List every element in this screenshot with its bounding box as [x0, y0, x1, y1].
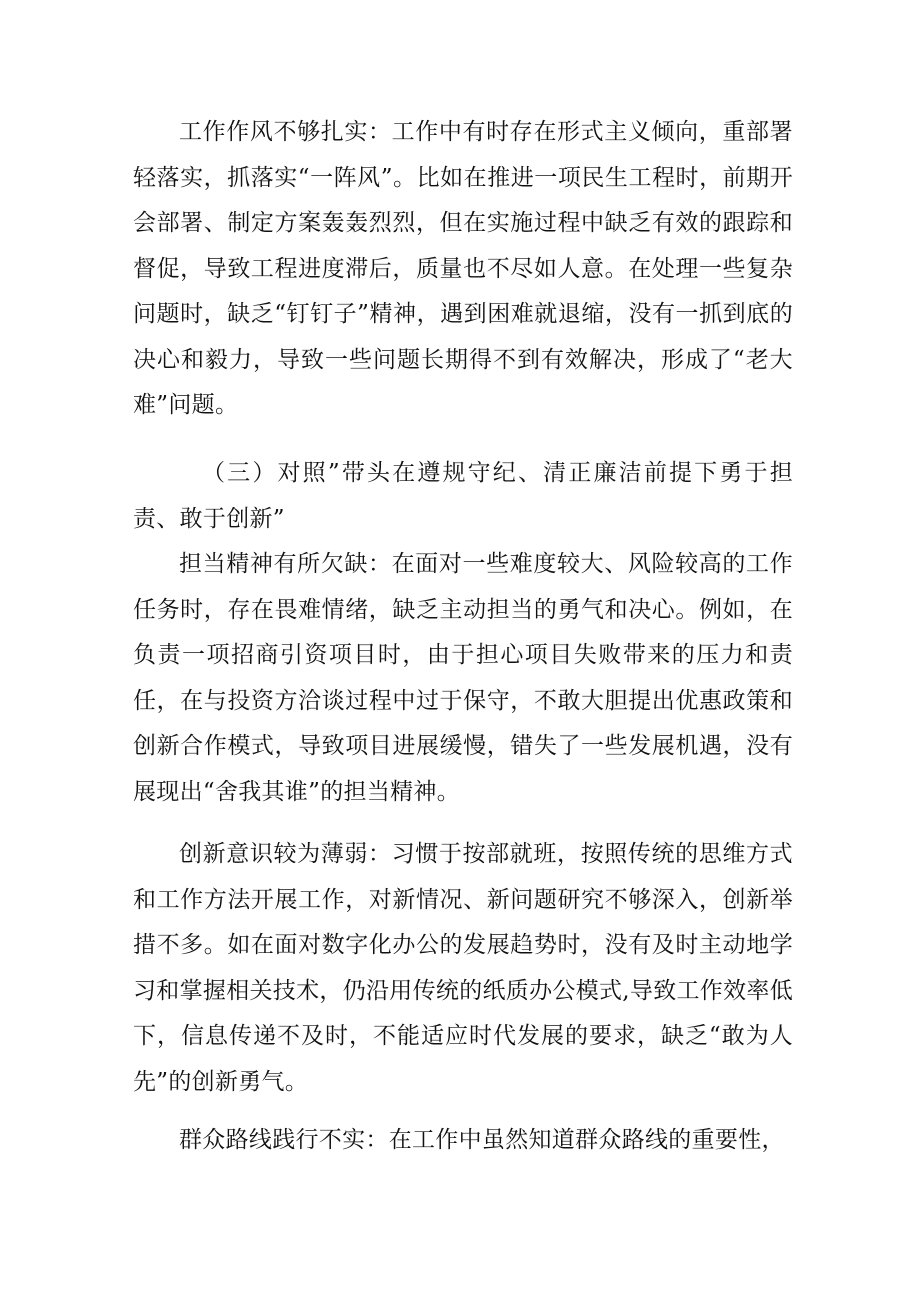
paragraph-mass-line: 群众路线践行不实：在工作中虽然知道群众路线的重要性， [179, 1127, 785, 1153]
section-heading-three: （三）对照”带头在遵规守纪、清正廉洁前提下勇于担责、敢于创新” [133, 460, 793, 532]
paragraph-responsibility: 担当精神有所欠缺：在面对一些难度较大、风险较高的工作任务时，存在畏难情绪，缺乏主动担当的勇气和决心。例如，在负责一项招商引资项目时，由于担心项目失败带来的压力和责任，在与投资方洽谈过程中过于保守，不敢大胆提出优惠政策和创新合作模式，导致项目进展缓慢，错失了一些发展机遇，没有展现出“舍我其谁”的担当精神。 [133, 551, 793, 805]
paragraph-work-style: 工作作风不够扎实：工作中有时存在形式主义倾向，重部署轻落实，抓落实“一阵风”。比如在推进一项民生工程时，前期开会部署、制定方案轰轰烈烈，但在实施过程中缺乏有效的跟踪和督促，导致工程进度滞后，质量也不尽如人意。在处理一些复杂问题时，缺乏“钉钉子”精神，遇到困难就退缩，没有一抓到底的决心和毅力，导致一些问题长期得不到有效解决，形成了“老大难”问题。 [133, 119, 793, 418]
paragraph-innovation: 创新意识较为薄弱：习惯于按部就班，按照传统的思维方式和工作方法开展工作，对新情况、新问题研究不够深入，创新举措不多。如在面对数字化办公的发展趋势时，没有及时主动地学习和掌握相关技术，仍沿用传统的纸质办公模式,导致工作效率低下，信息传递不及时，不能适应时代发展的要求，缺乏“敢为人先”的创新勇气。 [133, 841, 794, 1095]
